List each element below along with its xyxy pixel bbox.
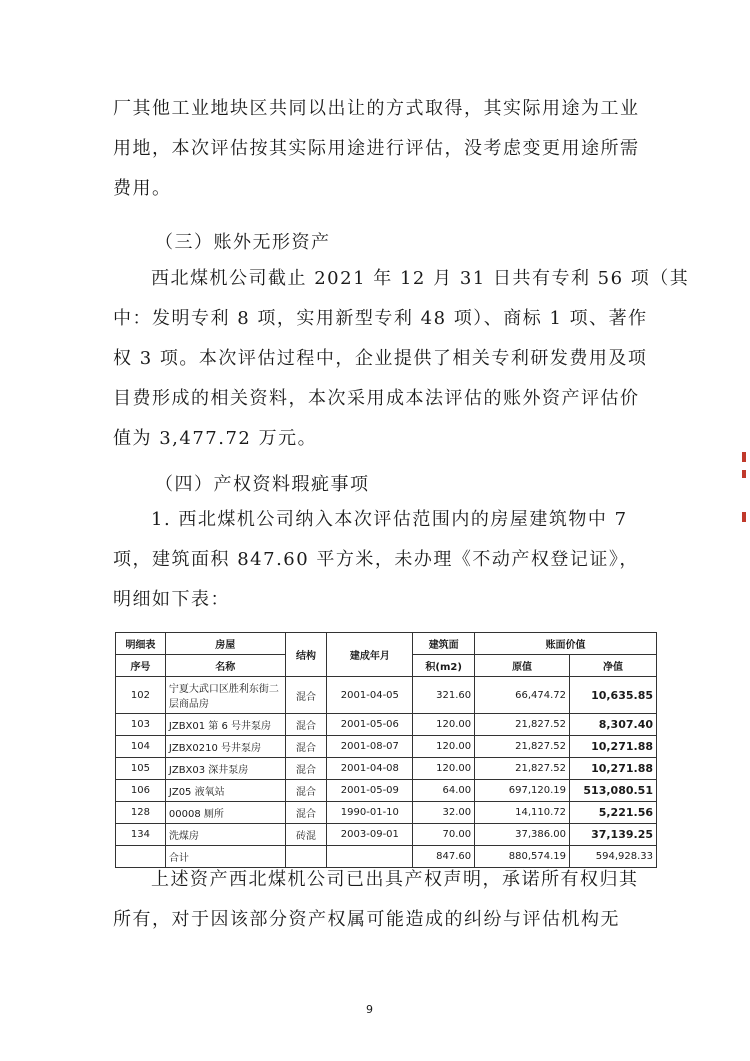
row-name: JZBX03 深井泵房 — [165, 758, 285, 780]
buildings-table — [115, 632, 657, 868]
row-seq: 102 — [116, 677, 166, 714]
header-name: 名称 — [165, 655, 285, 677]
row-structure: 砖混 — [285, 824, 327, 846]
row-area: 120.00 — [413, 758, 475, 780]
paragraph-ownership-statement — [113, 863, 643, 943]
row-structure: 混合 — [285, 802, 327, 824]
header-area: 建筑面 — [413, 633, 475, 655]
text-line: 明细如下表： — [113, 589, 230, 610]
row-date: 2001-08-07 — [327, 736, 413, 758]
table-row — [116, 758, 657, 780]
row-net: 10,271.88 — [570, 758, 657, 780]
header-net: 净值 — [570, 655, 657, 677]
row-structure: 混合 — [285, 736, 327, 758]
row-seq: 103 — [116, 714, 166, 736]
table-row — [116, 677, 657, 714]
row-date: 2001-05-09 — [327, 780, 413, 802]
row-name: 洗煤房 — [165, 824, 285, 846]
header-area-2: 积(m2) — [413, 655, 475, 677]
row-name: 00008 厕所 — [165, 802, 285, 824]
row-orig: 14,110.72 — [475, 802, 570, 824]
table-row — [116, 736, 657, 758]
row-name: JZBX01 第 6 号井泵房 — [165, 714, 285, 736]
row-name: JZBX0210 号井泵房 — [165, 736, 285, 758]
paragraph-buildings — [113, 503, 643, 623]
row-orig: 37,386.00 — [475, 824, 570, 846]
header-orig: 原值 — [475, 655, 570, 677]
table-row — [116, 824, 657, 846]
row-date: 2001-05-06 — [327, 714, 413, 736]
row-area: 70.00 — [413, 824, 475, 846]
text-line: 用地，本次评估按其实际用途进行评估，没考虑变更用途所需 — [113, 138, 640, 159]
row-date: 2003-09-01 — [327, 824, 413, 846]
row-date: 1990-01-10 — [327, 802, 413, 824]
edge-mark — [742, 452, 746, 462]
row-orig: 21,827.52 — [475, 736, 570, 758]
section-heading-title-defects: （四）产权资料瑕疵事项 — [155, 474, 370, 495]
row-net: 5,221.56 — [570, 802, 657, 824]
text-line: 目费形成的相关资料，本次采用成本法评估的账外资产评估价 — [113, 388, 640, 409]
row-name: JZ05 液氧站 — [165, 780, 285, 802]
row-date: 2001-04-05 — [327, 677, 413, 714]
row-structure: 混合 — [285, 677, 327, 714]
text-line: 中：发明专利 8 项，实用新型专利 48 项）、商标 1 项、著作 — [113, 308, 648, 329]
row-structure: 混合 — [285, 714, 327, 736]
row-area: 120.00 — [413, 736, 475, 758]
header-year: 建成年月 — [327, 633, 413, 677]
paragraph-patents — [113, 262, 690, 462]
section-heading-intangible-assets: （三）账外无形资产 — [155, 232, 331, 253]
row-orig: 697,120.19 — [475, 780, 570, 802]
row-area: 120.00 — [413, 714, 475, 736]
row-date: 2001-04-08 — [327, 758, 413, 780]
row-net: 10,635.85 — [570, 677, 657, 714]
edge-mark — [742, 470, 746, 478]
text-line: 1. 西北煤机公司纳入本次评估范围内的房屋建筑物中 7 — [151, 509, 628, 530]
text-line: 厂其他工业地块区共同以出让的方式取得，其实际用途为工业 — [113, 98, 640, 119]
table-row — [116, 802, 657, 824]
table-row — [116, 780, 657, 802]
header-book-value: 账面价值 — [475, 633, 657, 655]
row-structure: 混合 — [285, 758, 327, 780]
table-row — [116, 714, 657, 736]
row-orig: 21,827.52 — [475, 758, 570, 780]
row-seq: 106 — [116, 780, 166, 802]
total-orig: 880,574.19 — [475, 846, 570, 868]
row-area: 32.00 — [413, 802, 475, 824]
row-net: 513,080.51 — [570, 780, 657, 802]
row-area: 64.00 — [413, 780, 475, 802]
row-net: 37,139.25 — [570, 824, 657, 846]
row-seq: 105 — [116, 758, 166, 780]
header-seq: 明细表 — [116, 633, 166, 655]
row-area: 321.60 — [413, 677, 475, 714]
row-net: 8,307.40 — [570, 714, 657, 736]
text-line: 上述资产西北煤机公司已出具产权声明，承诺所有权归其 — [151, 869, 639, 890]
row-net: 10,271.88 — [570, 736, 657, 758]
row-structure: 混合 — [285, 780, 327, 802]
paragraph-land-use — [113, 92, 643, 212]
text-line: 西北煤机公司截止 2021 年 12 月 31 日共有专利 56 项（其 — [151, 268, 690, 289]
text-line: 项，建筑面积 847.60 平方米，未办理《不动产权登记证》， — [113, 549, 639, 570]
text-line: 权 3 项。本次评估过程中，企业提供了相关专利研发费用及项 — [113, 348, 648, 369]
text-line: 值为 3,477.72 万元。 — [113, 428, 318, 449]
total-area: 847.60 — [413, 846, 475, 868]
row-orig: 21,827.52 — [475, 714, 570, 736]
edge-mark — [742, 512, 746, 522]
text-line: 所有，对于因该部分资产权属可能造成的纠纷与评估机构无 — [113, 909, 620, 930]
row-seq: 104 — [116, 736, 166, 758]
total-label: 合计 — [165, 846, 285, 868]
row-name: 宁夏大武口区胜利东街二层商品房 — [165, 677, 285, 714]
text-line: 费用。 — [113, 178, 172, 199]
row-orig: 66,474.72 — [475, 677, 570, 714]
row-seq: 134 — [116, 824, 166, 846]
header-seq-2: 序号 — [116, 655, 166, 677]
total-net: 594,928.33 — [570, 846, 657, 868]
header-house: 房屋 — [165, 633, 285, 655]
table-header-row — [116, 633, 657, 655]
header-structure: 结构 — [285, 633, 327, 677]
row-seq: 128 — [116, 802, 166, 824]
page-number: 9 — [366, 1003, 373, 1016]
